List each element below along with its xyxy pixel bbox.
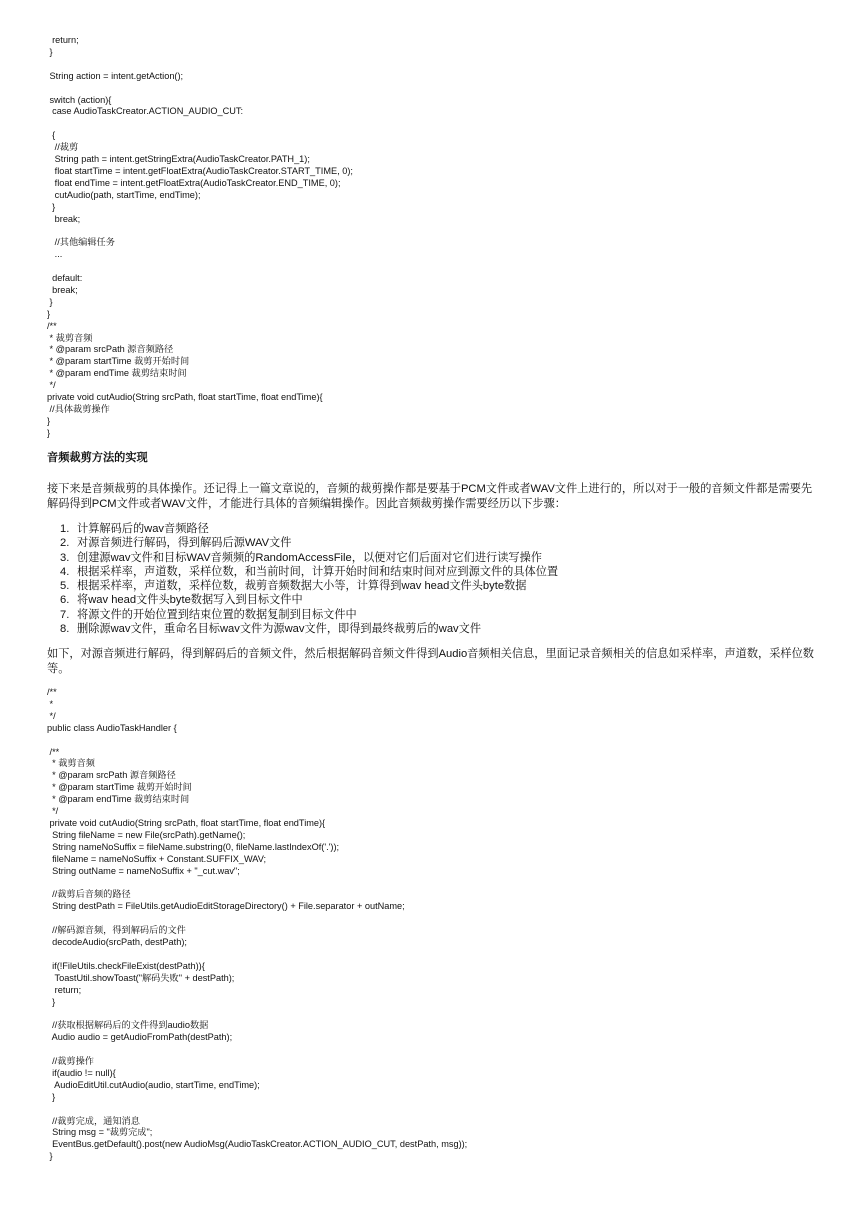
code-line: //裁剪操作 [47, 1056, 94, 1066]
code-line: } [47, 427, 51, 438]
code-line: String path = intent.getStringExtra(AudioTaskCreator.PATH_1); [47, 154, 310, 165]
list-item: 2. 对源音频进行解码，得到解码后源WAV文件 [60, 537, 292, 550]
code-line: ... [47, 249, 63, 260]
outro-paragraph: 如下，对源音频进行解码，得到解码后的音频文件，然后根据解码音频文件得到Audio音频相关信息，里面记录音频相关的信息如采样率，声道数，采样位数等。 [47, 648, 814, 675]
code-line: String outName = nameNoSuffix + "_cut.wav"; [47, 865, 240, 876]
code-line: * @param startTime 裁剪开始时间 [47, 782, 192, 793]
code-line: decodeAudio(srcPath, destPath); [47, 936, 187, 947]
code-line [47, 1044, 467, 1056]
code-line: * @param srcPath 源音频路径 [47, 344, 174, 355]
code-line: float startTime = intent.getFloatExtra(AudioTaskCreator.START_TIME, 0); [47, 165, 353, 176]
code-line: Audio audio = getAudioFromPath(destPath); [47, 1032, 233, 1043]
code-line: /** [47, 746, 60, 757]
code-line: break; [47, 213, 81, 224]
list-item: 8. 删除源wav文件，重命名目标wav文件为源wav文件，即得到最终裁剪后的wav文件 [60, 623, 482, 636]
code-line: switch (action){ [47, 94, 112, 105]
code-line: fileName = nameNoSuffix + Constant.SUFFIX_WAV; [47, 853, 267, 864]
code-line: //裁剪 [47, 142, 79, 153]
code-line: } [47, 46, 53, 57]
code-line: //裁剪完成，通知消息 [47, 1115, 140, 1126]
code-line: float endTime = intent.getFloatExtra(AudioTaskCreator.END_TIME, 0); [47, 177, 341, 188]
code-line [47, 949, 467, 961]
code-line: String action = intent.getAction(); [47, 70, 184, 81]
code-line: AudioEditUtil.cutAudio(audio, startTime, endTime); [47, 1079, 260, 1090]
code-line [47, 118, 353, 130]
code-line: */ [47, 380, 56, 391]
code-line: //其他编辑任务 [47, 237, 115, 248]
code-line: return; [47, 984, 82, 995]
code-line [47, 59, 353, 71]
code-line [47, 261, 353, 273]
code-line: private void cutAudio(String srcPath, float startTime, float endTime){ [47, 817, 326, 828]
code-line [47, 83, 353, 95]
code-block-bottom [47, 687, 467, 1163]
section-title: 音频裁剪方法的实现 [47, 452, 148, 464]
code-line: String fileName = new File(srcPath).getName(); [47, 829, 246, 840]
code-line: public class AudioTaskHandler { [47, 722, 177, 733]
list-item: 7. 将源文件的开始位置到结束位置的数据复制到目标文件中 [60, 608, 357, 621]
code-line: * 裁剪音频 [47, 332, 93, 343]
code-line: case AudioTaskCreator.ACTION_AUDIO_CUT: [47, 106, 244, 117]
code-line: String msg = "裁剪完成"; [47, 1127, 153, 1138]
code-line: //具体裁剪操作 [47, 404, 110, 415]
list-item: 1. 计算解码后的wav音频路径 [60, 523, 209, 535]
code-line [47, 1104, 467, 1116]
code-line: //解码源音频，得到解码后的文件 [47, 925, 186, 936]
code-line [47, 735, 467, 747]
code-line: if(!FileUtils.checkFileExist(destPath)){ [47, 960, 205, 971]
code-line: * @param endTime 裁剪结束时间 [47, 794, 190, 805]
code-line: /** [47, 687, 57, 697]
code-line: ToastUtil.showToast("解码失败" + destPath); [47, 972, 235, 983]
code-block-top [47, 35, 353, 440]
code-line: default: [47, 273, 83, 284]
code-line: * @param startTime 裁剪开始时间 [47, 356, 190, 367]
code-line: if(audio != null){ [47, 1067, 116, 1078]
code-line: } [47, 308, 51, 319]
code-line [47, 877, 467, 889]
code-line: return; [47, 35, 79, 45]
code-line: } [47, 1151, 53, 1162]
intro-paragraph: 接下来是音频裁剪的具体操作。还记得上一篇文章说的，音频的裁剪操作都是要基于PCM文件或者WAV文件上进行的，所以对于一般的音频文件都是需要先解码得到PCM文件或者WAV文件，才能进行具体的音频编辑操作。因此音频裁剪操作需要经历以下步骤： [47, 483, 813, 510]
code-line: * @param endTime 裁剪结束时间 [47, 368, 187, 379]
code-line: */ [47, 806, 59, 817]
code-line: * @param srcPath 源音频路径 [47, 770, 176, 781]
code-line: private void cutAudio(String srcPath, float startTime, float endTime){ [47, 392, 323, 403]
code-line: //获取根据解码后的文件得到audio数据 [47, 1020, 209, 1031]
code-line: } [47, 996, 56, 1007]
code-line: * 裁剪音频 [47, 758, 95, 769]
code-line: String nameNoSuffix = fileName.substring(0, fileName.lastIndexOf('.')); [47, 841, 340, 852]
code-line: */ [47, 710, 56, 721]
code-line [47, 225, 353, 237]
code-line: EventBus.getDefault().post(new AudioMsg(AudioTaskCreator.ACTION_AUDIO_CUT, destPath, msg)); [47, 1139, 468, 1150]
code-line: } [47, 1091, 56, 1102]
code-line: { [47, 130, 56, 141]
code-line [47, 913, 467, 925]
code-line: } [47, 415, 51, 426]
code-line: } [47, 201, 56, 212]
code-line: cutAudio(path, startTime, endTime); [47, 189, 201, 200]
code-line: break; [47, 284, 78, 295]
code-line: String destPath = FileUtils.getAudioEditStorageDirectory() + File.separator + outName; [47, 901, 405, 912]
list-item: 6. 将wav head文件头byte数据写入到目标文件中 [60, 594, 303, 607]
code-line: //裁剪后音频的路径 [47, 889, 131, 900]
list-item: 4. 根据采样率，声道数，采样位数，和当前时间，计算开始时间和结束时间对应到源文件的具体位置 [60, 565, 559, 578]
list-item: 5. 根据采样率，声道数，采样位数，裁剪音频数据大小等，计算得到wav head文件头byte数据 [60, 580, 527, 593]
code-line [47, 1008, 467, 1020]
steps-list [47, 522, 558, 636]
code-line: } [47, 296, 53, 307]
code-line: /** [47, 320, 57, 331]
list-item: 3. 创建源wav文件和目标WAV音频频的RandomAccessFile，以便对它们后面对它们进行读写操作 [60, 551, 542, 564]
code-line: * [47, 698, 54, 709]
